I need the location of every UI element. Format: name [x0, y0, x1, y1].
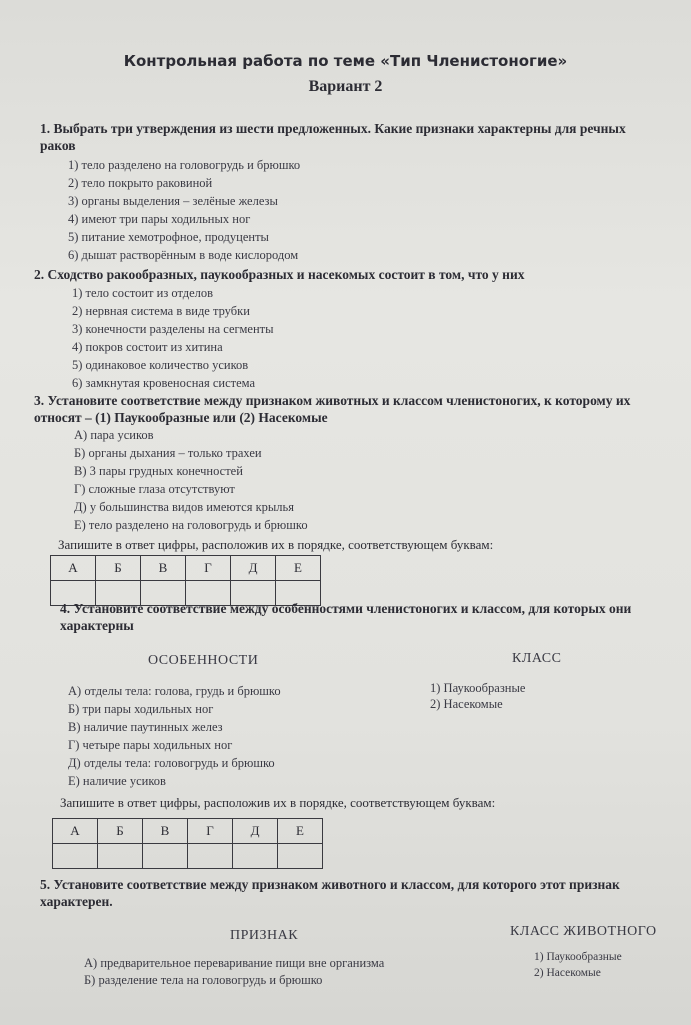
q4-answer-cell[interactable] [143, 844, 188, 869]
q2-option: 5) одинаковое количество усиков [72, 358, 249, 372]
q4-feature: Г) четыре пары ходильных ног [68, 738, 233, 752]
q4-class-option: 2) Насекомые [430, 697, 503, 711]
q4-answer-cell[interactable] [188, 844, 233, 869]
q4-letter-cell: В [143, 819, 188, 844]
q3-instruction: Запишите в ответ цифры, расположив их в порядке, соответствующем буквам: [58, 537, 494, 552]
q4-instruction: Запишите в ответ цифры, расположив их в порядке, соответствующем буквам: [60, 795, 496, 810]
q4-feature: Е) наличие усиков [68, 774, 166, 788]
q4-letter-cell: А [53, 819, 98, 844]
q5-class-heading: КЛАСС ЖИВОТНОГО [510, 924, 657, 939]
question-4: 4. Установите соответствие между особенностями членистоногих и классом, для которых они характерны [60, 601, 632, 633]
q4-class-heading: КЛАСС [512, 651, 562, 666]
q3-option: Д) у большинства видов имеются крылья [74, 500, 294, 514]
q4-letter-cell: Д [233, 819, 278, 844]
q4-answer-cell[interactable] [98, 844, 143, 869]
q4-letter-cell: Б [98, 819, 143, 844]
q4-feature: А) отделы тела: голова, грудь и брюшко [68, 684, 281, 698]
q1-option: 2) тело покрыто раковиной [68, 176, 213, 190]
q4-features-heading: ОСОБЕННОСТИ [148, 653, 259, 668]
question-3: 3. Установите соответствие между признаком животных и классом членистоногих, к которому их относят – (1) Паукообразные или (2) Насекомые [34, 393, 631, 425]
q4-feature: Д) отделы тела: головогрудь и брюшко [68, 756, 275, 770]
q1-option: 5) питание хемотрофное, продуценты [68, 230, 269, 244]
q4-answer-cell[interactable] [233, 844, 278, 869]
q3-answer-table [50, 555, 321, 606]
q2-option: 2) нервная система в виде трубки [72, 304, 250, 318]
q4-answer-row [53, 844, 323, 869]
q3-answer-header-row [51, 556, 321, 581]
q3-letter-cell: А [51, 556, 96, 581]
q5-feature: А) предварительное переваривание пищи вне организма [84, 956, 385, 970]
q3-letter-cell: Б [96, 556, 141, 581]
q1-option: 4) имеют три пары ходильных ног [68, 212, 251, 226]
q5-feature-heading: ПРИЗНАК [230, 928, 299, 943]
q3-option: Б) органы дыхания – только трахеи [74, 446, 262, 460]
page-title: Контрольная работа по теме «Тип Членистоногие» [123, 52, 568, 70]
question-2: 2. Сходство ракообразных, паукообразных и насекомых состоит в том, что у них [34, 267, 525, 282]
q2-option: 1) тело состоит из отделов [72, 286, 214, 300]
q3-letter-cell: Г [186, 556, 231, 581]
q4-answer-table [52, 818, 323, 869]
q3-option: В) 3 пары грудных конечностей [74, 464, 243, 478]
q1-option: 3) органы выделения – зелёные железы [68, 194, 278, 208]
q4-letter-cell: Е [278, 819, 323, 844]
q4-letter-cell: Г [188, 819, 233, 844]
variant-label: Вариант 2 [308, 78, 383, 95]
q4-answer-header-row [53, 819, 323, 844]
q5-class-option: 2) Насекомые [534, 967, 601, 979]
q4-class-option: 1) Паукообразные [430, 681, 526, 695]
q1-option: 1) тело разделено на головогрудь и брюшко [68, 158, 301, 172]
q4-answer-cell[interactable] [53, 844, 98, 869]
q1-option: 6) дышат растворённым в воде кислородом [68, 248, 299, 262]
q3-letter-cell: Е [276, 556, 321, 581]
q4-feature: В) наличие паутинных желез [68, 720, 223, 734]
q5-class-option: 1) Паукообразные [534, 951, 622, 963]
q2-option: 3) конечности разделены на сегменты [72, 322, 274, 336]
q3-option: Е) тело разделено на головогрудь и брюшко [74, 518, 308, 532]
q3-option: А) пара усиков [74, 428, 154, 442]
q4-answer-cell[interactable] [278, 844, 323, 869]
question-1: 1. Выбрать три утверждения из шести предложенных. Какие признаки характерны для речных раков [40, 121, 626, 153]
q3-option: Г) сложные глаза отсутствуют [74, 482, 235, 496]
q2-option: 6) замкнутая кровеносная система [72, 376, 256, 390]
q5-feature: Б) разделение тела на головогрудь и брюшко [84, 973, 323, 987]
q2-option: 4) покров состоит из хитина [72, 340, 223, 354]
q3-letter-cell: В [141, 556, 186, 581]
q3-letter-cell: Д [231, 556, 276, 581]
question-5: 5. Установите соответствие между признаком животного и классом, для которого этот признак характерен. [40, 877, 620, 909]
q4-feature: Б) три пары ходильных ног [68, 702, 214, 716]
